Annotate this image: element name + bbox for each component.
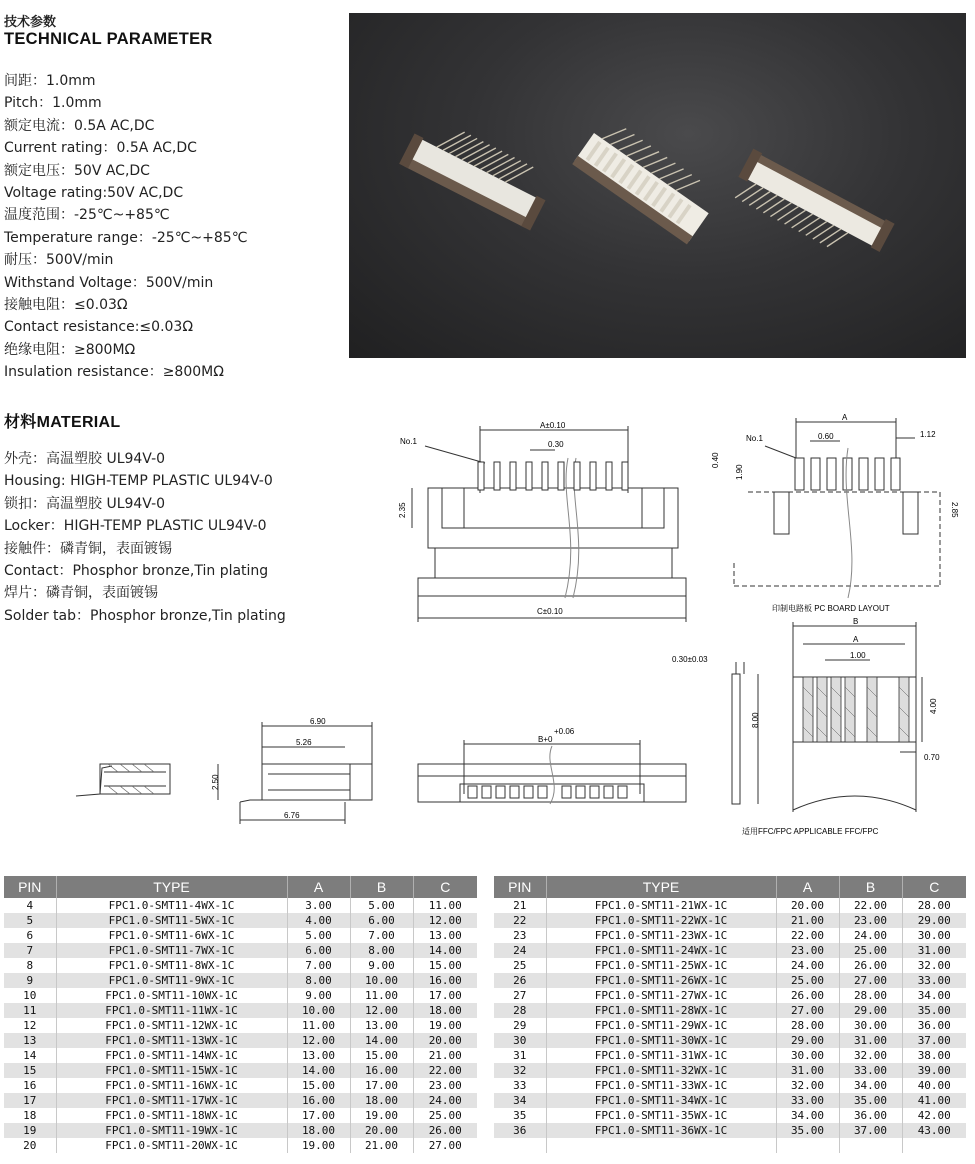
cell-c: 27.00 [413, 1138, 477, 1153]
table-row [494, 1108, 966, 1123]
cell-pin: 30 [494, 1033, 546, 1048]
pcb-dim-pitch: 0.60 [818, 432, 834, 441]
table-row [494, 1018, 966, 1033]
table-row [4, 988, 477, 1003]
cell-c: 37.00 [902, 1033, 966, 1048]
spec-line: Insulation resistance：≥800MΩ [4, 364, 224, 381]
table-row [4, 1003, 477, 1018]
front-view-drawing [390, 418, 695, 633]
cell-c: 23.00 [413, 1078, 477, 1093]
pcb-dim-285: 2.85 [950, 502, 959, 518]
cell-b: 19.00 [350, 1108, 413, 1123]
cell-c: 38.00 [902, 1048, 966, 1063]
cell-b: 24.00 [839, 928, 902, 943]
spec-line: Withstand Voltage：500V/min [4, 274, 214, 291]
cell-empty [546, 1138, 776, 1153]
cell-a: 3.00 [287, 898, 350, 913]
cell-a: 32.00 [776, 1078, 839, 1093]
cell-c: 16.00 [413, 973, 477, 988]
cell-c: 14.00 [413, 943, 477, 958]
cell-c: 36.00 [902, 1018, 966, 1033]
cell-pin: 5 [4, 913, 56, 928]
cell-c: 17.00 [413, 988, 477, 1003]
cell-type: FPC1.0-SMT11-33WX-1C [546, 1078, 776, 1093]
table-row [4, 1138, 477, 1153]
spec-line: Voltage rating:50V AC,DC [4, 185, 184, 202]
cell-type: FPC1.0-SMT11-6WX-1C [56, 928, 287, 943]
cell-type: FPC1.0-SMT11-10WX-1C [56, 988, 287, 1003]
cell-pin: 19 [4, 1123, 56, 1138]
material-line: Housing: HIGH-TEMP PLASTIC UL94V-0 [4, 473, 273, 490]
table-row-empty [494, 1138, 966, 1153]
fpc-dim-length: 8.00 [751, 712, 760, 728]
cell-pin: 31 [494, 1048, 546, 1063]
cell-b: 15.00 [350, 1048, 413, 1063]
cell-type: FPC1.0-SMT11-19WX-1C [56, 1123, 287, 1138]
cell-a: 9.00 [287, 988, 350, 1003]
cell-pin: 16 [4, 1078, 56, 1093]
pcb-caption: 印制电路板 PC BOARD LAYOUT [772, 604, 890, 613]
spec-line: 接触电阻：≤0.03Ω [4, 297, 128, 314]
cell-pin: 36 [494, 1123, 546, 1138]
col-header-a: A [776, 876, 839, 898]
cell-type: FPC1.0-SMT11-9WX-1C [56, 973, 287, 988]
spec-line: Current rating：0.5A AC,DC [4, 140, 197, 157]
cell-type: FPC1.0-SMT11-22WX-1C [546, 913, 776, 928]
table-row [4, 898, 477, 913]
cell-a: 33.00 [776, 1093, 839, 1108]
cell-b: 37.00 [839, 1123, 902, 1138]
table-row [4, 1093, 477, 1108]
material-line: Contact：Phosphor bronze,Tin plating [4, 563, 269, 580]
cell-type: FPC1.0-SMT11-36WX-1C [546, 1123, 776, 1138]
table-row [4, 1033, 477, 1048]
cell-type: FPC1.0-SMT11-13WX-1C [56, 1033, 287, 1048]
col-header-type: TYPE [56, 876, 287, 898]
cell-type: FPC1.0-SMT11-23WX-1C [546, 928, 776, 943]
spec-line: 温度范围：-25℃~+85℃ [4, 207, 170, 224]
cell-c: 22.00 [413, 1063, 477, 1078]
table-row [494, 973, 966, 988]
cell-a: 4.00 [287, 913, 350, 928]
spec-line: Contact resistance:≤0.03Ω [4, 319, 194, 336]
cell-type: FPC1.0-SMT11-15WX-1C [56, 1063, 287, 1078]
table-row [494, 913, 966, 928]
cell-a: 35.00 [776, 1123, 839, 1138]
cell-a: 7.00 [287, 958, 350, 973]
pin-table-right [494, 876, 966, 1153]
side-view-drawing [200, 712, 390, 830]
cell-pin: 4 [4, 898, 56, 913]
table-row [494, 943, 966, 958]
table-row [494, 988, 966, 1003]
cell-pin: 7 [4, 943, 56, 958]
cell-c: 19.00 [413, 1018, 477, 1033]
col-header-a: A [287, 876, 350, 898]
cell-pin: 24 [494, 943, 546, 958]
cell-empty [839, 1138, 902, 1153]
cell-type: FPC1.0-SMT11-5WX-1C [56, 913, 287, 928]
table-row [4, 1108, 477, 1123]
cell-a: 20.00 [776, 898, 839, 913]
cell-b: 14.00 [350, 1033, 413, 1048]
cell-c: 42.00 [902, 1108, 966, 1123]
cell-type: FPC1.0-SMT11-26WX-1C [546, 973, 776, 988]
pin-table-right-body [494, 898, 966, 1153]
pcb-no1-label: No.1 [746, 434, 763, 443]
cell-a: 6.00 [287, 943, 350, 958]
cell-type: FPC1.0-SMT11-20WX-1C [56, 1138, 287, 1153]
cell-empty [494, 1138, 546, 1153]
cell-a: 22.00 [776, 928, 839, 943]
cell-pin: 28 [494, 1003, 546, 1018]
product-photo [349, 13, 966, 358]
spec-line: 耐压：500V/min [4, 252, 114, 269]
fpc-dim-width: 0.70 [924, 753, 940, 762]
cell-b: 35.00 [839, 1093, 902, 1108]
cell-pin: 14 [4, 1048, 56, 1063]
cell-c: 11.00 [413, 898, 477, 913]
col-header-pin: PIN [494, 876, 546, 898]
cell-pin: 12 [4, 1018, 56, 1033]
cell-a: 23.00 [776, 943, 839, 958]
table-row [494, 958, 966, 973]
cell-b: 33.00 [839, 1063, 902, 1078]
cell-a: 28.00 [776, 1018, 839, 1033]
cell-a: 29.00 [776, 1033, 839, 1048]
material-line: 外壳：高温塑胶 UL94V-0 [4, 451, 166, 467]
table-row [4, 1078, 477, 1093]
cell-b: 36.00 [839, 1108, 902, 1123]
bottom-view-drawing [412, 724, 694, 808]
cell-type: FPC1.0-SMT11-7WX-1C [56, 943, 287, 958]
cell-c: 25.00 [413, 1108, 477, 1123]
material-list [4, 448, 286, 627]
cross-section-drawing [72, 758, 178, 804]
fpc-dim-thickness: 0.30±0.03 [672, 655, 708, 664]
cell-c: 40.00 [902, 1078, 966, 1093]
pcb-dim-190: 1.90 [735, 464, 744, 480]
table-row [4, 1123, 477, 1138]
cell-b: 10.00 [350, 973, 413, 988]
cell-a: 15.00 [287, 1078, 350, 1093]
cell-a: 12.00 [287, 1033, 350, 1048]
cell-pin: 17 [4, 1093, 56, 1108]
cell-b: 7.00 [350, 928, 413, 943]
cell-b: 9.00 [350, 958, 413, 973]
cell-pin: 29 [494, 1018, 546, 1033]
col-header-b: B [350, 876, 413, 898]
cell-b: 11.00 [350, 988, 413, 1003]
cell-c: 33.00 [902, 973, 966, 988]
cell-pin: 6 [4, 928, 56, 943]
cell-b: 23.00 [839, 913, 902, 928]
cell-b: 27.00 [839, 973, 902, 988]
cell-type: FPC1.0-SMT11-25WX-1C [546, 958, 776, 973]
cell-b: 16.00 [350, 1063, 413, 1078]
cell-c: 18.00 [413, 1003, 477, 1018]
cell-a: 24.00 [776, 958, 839, 973]
cell-b: 12.00 [350, 1003, 413, 1018]
table-row [4, 1018, 477, 1033]
table-row [4, 913, 477, 928]
cell-b: 25.00 [839, 943, 902, 958]
cell-c: 39.00 [902, 1063, 966, 1078]
cell-b: 34.00 [839, 1078, 902, 1093]
table-row [4, 943, 477, 958]
cell-type: FPC1.0-SMT11-31WX-1C [546, 1048, 776, 1063]
cell-type: FPC1.0-SMT11-24WX-1C [546, 943, 776, 958]
cell-c: 26.00 [413, 1123, 477, 1138]
cell-pin: 26 [494, 973, 546, 988]
col-header-c: C [413, 876, 477, 898]
cell-a: 8.00 [287, 973, 350, 988]
material-line: Solder tab：Phosphor bronze,Tin plating [4, 607, 286, 624]
cell-empty [776, 1138, 839, 1153]
cell-b: 26.00 [839, 958, 902, 973]
cell-type: FPC1.0-SMT11-17WX-1C [56, 1093, 287, 1108]
material-title: 材料MATERIAL [4, 414, 121, 431]
spec-line: Pitch：1.0mm [4, 95, 102, 112]
pcb-layout-drawing [700, 408, 970, 618]
material-line: 接触件：磷青铜，表面镀锡 [4, 540, 172, 557]
cell-b: 22.00 [839, 898, 902, 913]
cell-c: 12.00 [413, 913, 477, 928]
side-dim-526: 5.26 [296, 738, 312, 747]
cell-b: 20.00 [350, 1123, 413, 1138]
table-row [494, 928, 966, 943]
table-row [4, 1048, 477, 1063]
tech-title-en: TECHNICAL PARAMETER [4, 30, 213, 48]
cell-c: 31.00 [902, 943, 966, 958]
table-row [4, 973, 477, 988]
front-dim-height: 2.35 [398, 502, 407, 518]
cell-type: FPC1.0-SMT11-27WX-1C [546, 988, 776, 1003]
cell-type: FPC1.0-SMT11-8WX-1C [56, 958, 287, 973]
cell-a: 10.00 [287, 1003, 350, 1018]
cell-pin: 15 [4, 1063, 56, 1078]
front-dim-a: A±0.10 [540, 421, 566, 430]
cell-type: FPC1.0-SMT11-16WX-1C [56, 1078, 287, 1093]
side-dim-690: 6.90 [310, 717, 326, 726]
tech-title-cn: 技术参数 [4, 15, 57, 30]
cell-b: 21.00 [350, 1138, 413, 1153]
spec-line: Temperature range：-25℃~+85℃ [4, 229, 248, 246]
fpc-dim-a: A [853, 635, 859, 644]
fpc-dim-pitch: 1.00 [850, 651, 866, 660]
cell-a: 13.00 [287, 1048, 350, 1063]
cell-pin: 13 [4, 1033, 56, 1048]
pin-table-left [4, 876, 477, 1153]
cell-type: FPC1.0-SMT11-29WX-1C [546, 1018, 776, 1033]
pcb-dim-040: 0.40 [711, 452, 720, 468]
cell-c: 35.00 [902, 1003, 966, 1018]
cell-pin: 22 [494, 913, 546, 928]
pcb-dim-width: 1.12 [920, 430, 936, 439]
material-line: Locker：HIGH-TEMP PLASTIC UL94V-0 [4, 518, 267, 535]
table-row [494, 1003, 966, 1018]
cell-pin: 18 [4, 1108, 56, 1123]
cell-a: 19.00 [287, 1138, 350, 1153]
table-row [494, 1048, 966, 1063]
cell-pin: 20 [4, 1138, 56, 1153]
col-header-b: B [839, 876, 902, 898]
cell-type: FPC1.0-SMT11-21WX-1C [546, 898, 776, 913]
cell-a: 30.00 [776, 1048, 839, 1063]
table-row [494, 1033, 966, 1048]
cell-pin: 25 [494, 958, 546, 973]
table-header-row [494, 876, 966, 898]
material-line: 锁扣：高温塑胶 UL94V-0 [4, 495, 166, 512]
cell-c: 21.00 [413, 1048, 477, 1063]
cell-a: 27.00 [776, 1003, 839, 1018]
cell-c: 15.00 [413, 958, 477, 973]
cell-a: 18.00 [287, 1123, 350, 1138]
tech-spec-list [4, 70, 247, 384]
pcb-dim-a: A [842, 413, 848, 422]
cell-a: 11.00 [287, 1018, 350, 1033]
cell-empty [902, 1138, 966, 1153]
bottom-dim-tol: +0.06 [554, 727, 575, 736]
cell-b: 31.00 [839, 1033, 902, 1048]
cell-b: 30.00 [839, 1018, 902, 1033]
table-row [4, 928, 477, 943]
pin-table-left-body [4, 898, 477, 1153]
cell-c: 28.00 [902, 898, 966, 913]
fpc-dim-b: B [853, 617, 859, 626]
cell-c: 32.00 [902, 958, 966, 973]
cell-c: 13.00 [413, 928, 477, 943]
cell-type: FPC1.0-SMT11-28WX-1C [546, 1003, 776, 1018]
table-row [494, 1063, 966, 1078]
cell-b: 13.00 [350, 1018, 413, 1033]
cell-b: 18.00 [350, 1093, 413, 1108]
cell-a: 17.00 [287, 1108, 350, 1123]
bottom-dim-b: B+0 [538, 735, 553, 744]
cell-a: 5.00 [287, 928, 350, 943]
fpc-caption: 适用FFC/FPC APPLICABLE FFC/FPC [742, 827, 879, 836]
cell-pin: 8 [4, 958, 56, 973]
cell-c: 43.00 [902, 1123, 966, 1138]
table-row [4, 958, 477, 973]
connector-photo-illustration [349, 13, 966, 358]
table-row [494, 1123, 966, 1138]
cell-type: FPC1.0-SMT11-14WX-1C [56, 1048, 287, 1063]
spec-line: 绝缘电阻：≥800MΩ [4, 341, 136, 358]
cell-pin: 27 [494, 988, 546, 1003]
cell-type: FPC1.0-SMT11-4WX-1C [56, 898, 287, 913]
cell-type: FPC1.0-SMT11-32WX-1C [546, 1063, 776, 1078]
cell-b: 17.00 [350, 1078, 413, 1093]
cell-b: 5.00 [350, 898, 413, 913]
cell-type: FPC1.0-SMT11-12WX-1C [56, 1018, 287, 1033]
cell-pin: 33 [494, 1078, 546, 1093]
cell-a: 21.00 [776, 913, 839, 928]
fpc-drawing [660, 612, 950, 838]
col-header-c: C [902, 876, 966, 898]
col-header-type: TYPE [546, 876, 776, 898]
cell-c: 30.00 [902, 928, 966, 943]
cell-pin: 35 [494, 1108, 546, 1123]
cell-a: 26.00 [776, 988, 839, 1003]
cell-pin: 10 [4, 988, 56, 1003]
cell-a: 25.00 [776, 973, 839, 988]
cell-c: 20.00 [413, 1033, 477, 1048]
cell-b: 6.00 [350, 913, 413, 928]
cell-b: 29.00 [839, 1003, 902, 1018]
cell-a: 16.00 [287, 1093, 350, 1108]
cell-pin: 34 [494, 1093, 546, 1108]
cell-type: FPC1.0-SMT11-35WX-1C [546, 1108, 776, 1123]
material-line: 焊片：磷青铜，表面镀锡 [4, 585, 158, 602]
cell-a: 31.00 [776, 1063, 839, 1078]
side-dim-676: 6.76 [284, 811, 300, 820]
cell-a: 34.00 [776, 1108, 839, 1123]
cell-type: FPC1.0-SMT11-30WX-1C [546, 1033, 776, 1048]
col-header-pin: PIN [4, 876, 56, 898]
cell-pin: 11 [4, 1003, 56, 1018]
front-dim-pitch: 0.30 [548, 440, 564, 449]
cell-c: 29.00 [902, 913, 966, 928]
table-row [4, 1063, 477, 1078]
cell-b: 28.00 [839, 988, 902, 1003]
fpc-dim-contact: 4.00 [929, 698, 938, 714]
cell-pin: 23 [494, 928, 546, 943]
front-no1-label: No.1 [400, 437, 417, 446]
cell-pin: 9 [4, 973, 56, 988]
spec-line: 额定电流：0.5A AC,DC [4, 117, 155, 134]
cell-b: 32.00 [839, 1048, 902, 1063]
front-dim-c: C±0.10 [537, 607, 563, 616]
cell-type: FPC1.0-SMT11-18WX-1C [56, 1108, 287, 1123]
table-header-row [4, 876, 477, 898]
table-row [494, 1078, 966, 1093]
cell-pin: 32 [494, 1063, 546, 1078]
cell-c: 34.00 [902, 988, 966, 1003]
cell-type: FPC1.0-SMT11-11WX-1C [56, 1003, 287, 1018]
spec-line: 额定电压：50V AC,DC [4, 162, 150, 179]
cell-type: FPC1.0-SMT11-34WX-1C [546, 1093, 776, 1108]
spec-line: 间距：1.0mm [4, 73, 96, 89]
cell-a: 14.00 [287, 1063, 350, 1078]
cell-pin: 21 [494, 898, 546, 913]
side-dim-250: 2.50 [211, 774, 220, 790]
table-row [494, 898, 966, 913]
cell-b: 8.00 [350, 943, 413, 958]
cell-c: 41.00 [902, 1093, 966, 1108]
table-row [494, 1093, 966, 1108]
cell-c: 24.00 [413, 1093, 477, 1108]
